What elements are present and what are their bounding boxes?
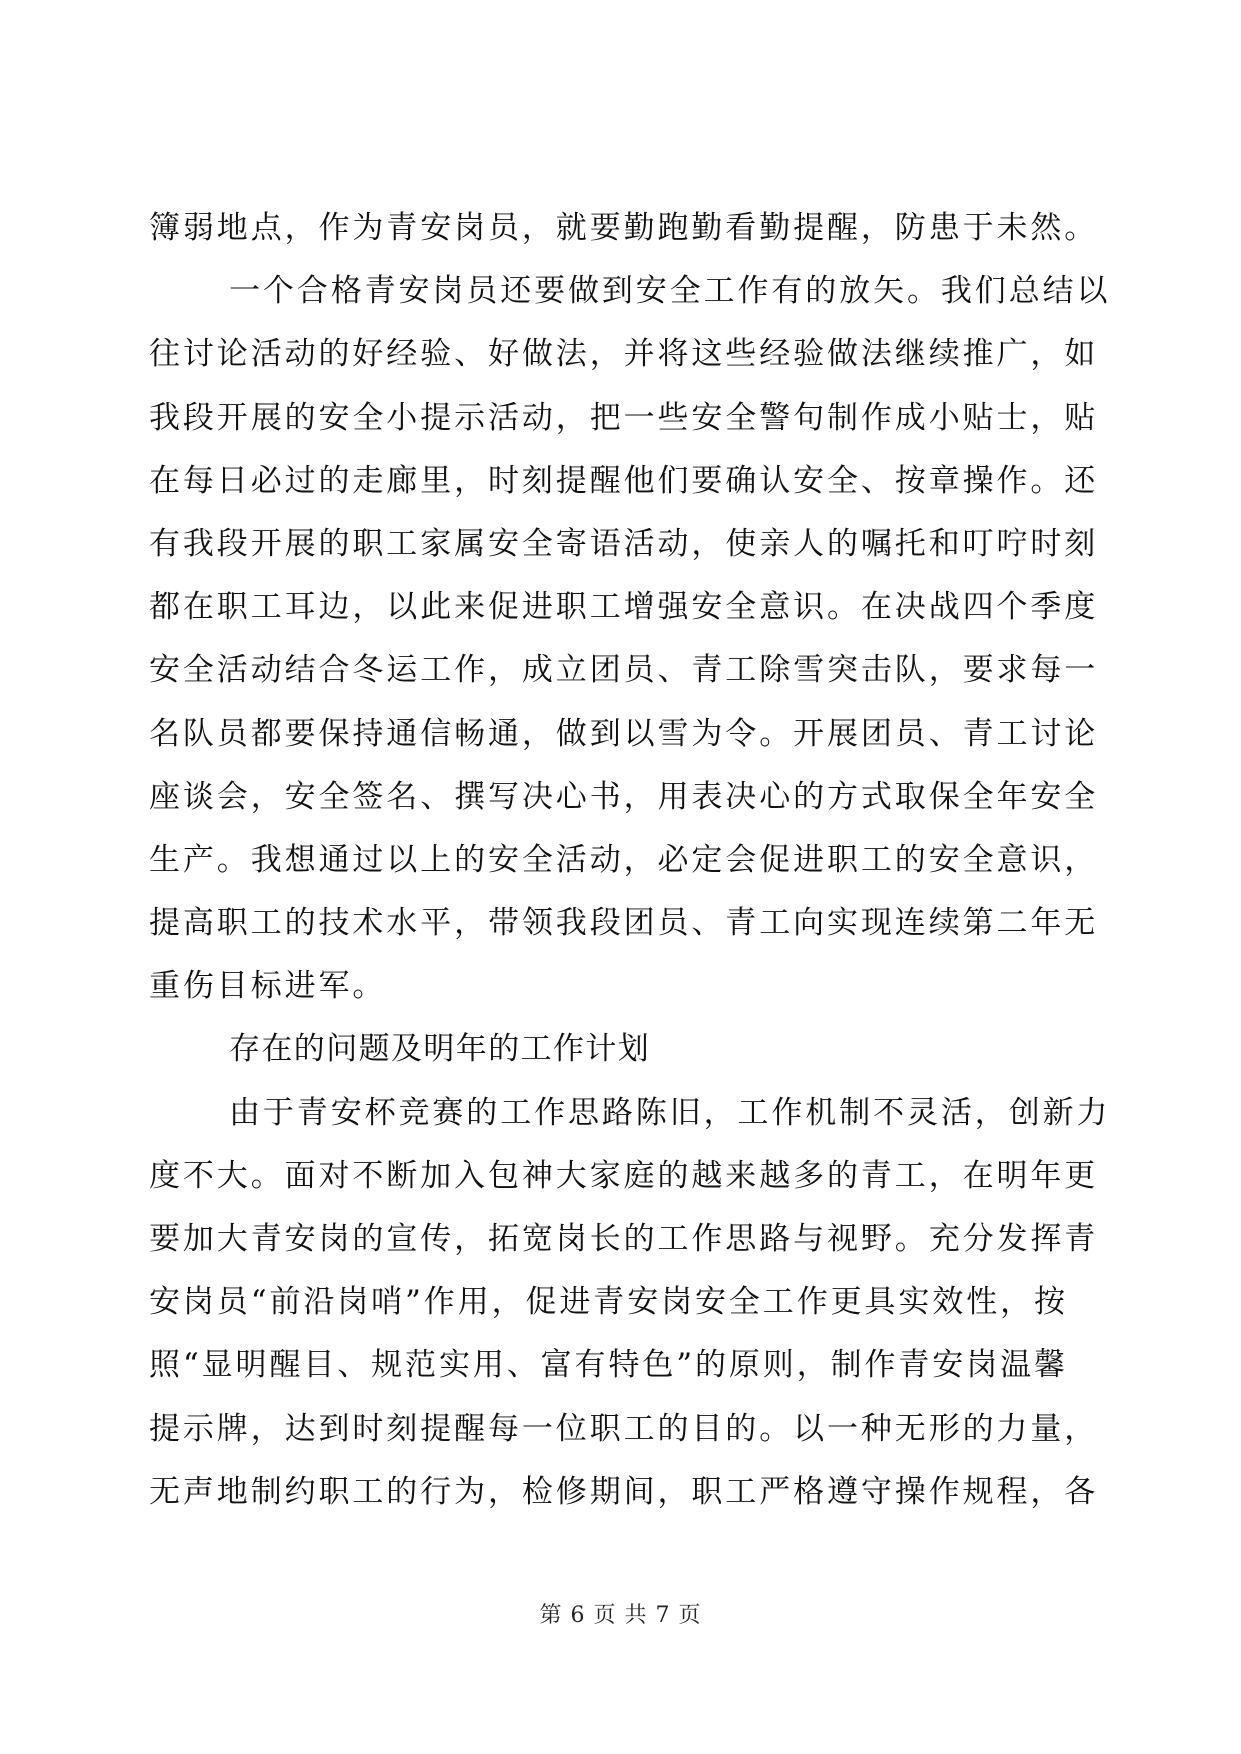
text-line: 簿弱地点，作为青安岗员，就要勤跑勤看勤提醒，防患于未然。: [149, 210, 1099, 246]
text-line: 我段开展的安全小提示活动，把一些安全警句制作成小贴士，贴: [149, 399, 1099, 436]
text-line: 要加大青安岗的宣传，拓宽岗长的工作思路与视野。充分发挥青: [149, 1221, 1099, 1257]
text-line: 在每日必过的走廊里，时刻提醒他们要确认安全、按章操作。还: [149, 462, 1099, 499]
text-line: 照“显明醒目、规范实用、富有特色”的原则，制作青安岗温馨: [149, 1347, 1068, 1384]
document-body: [149, 197, 1111, 1524]
text-line: 提高职工的技术水平，带领我段团员、青工向实现连续第二年无: [149, 905, 1099, 942]
text-line: 都在职工耳边，以此来促进职工增强安全意识。在决战四个季度: [149, 589, 1099, 626]
text-line: 一个合格青安岗员还要做到安全工作有的放矢。我们总结以: [229, 273, 1111, 310]
text-line: 提示牌，达到时刻提醒每一位职工的目的。以一种无形的力量，: [149, 1410, 1099, 1447]
page-number-footer: 第 6 页 共 7 页: [539, 1603, 702, 1628]
text-line: 安岗员“前沿岗哨”作用，促进青安岗安全工作更具实效性，按: [149, 1284, 1068, 1321]
text-line: 有我段开展的职工家属安全寄语活动，使亲人的嘱托和叮咛时刻: [149, 525, 1099, 562]
text-line: 往讨论活动的好经验、好做法，并将这些经验做法继续推广，如: [149, 336, 1099, 373]
text-line: 座谈会，安全签名、撰写决心书，用表决心的方式取保全年安全: [149, 778, 1099, 815]
text-line: 无声地制约职工的行为，检修期间，职工严格遵守操作规程，各: [149, 1473, 1099, 1510]
text-line: 名队员都要保持通信畅通，做到以雪为令。开展团员、青工讨论: [149, 715, 1099, 752]
text-line: 安全活动结合冬运工作，成立团员、青工除雪突击队，要求每一: [149, 652, 1099, 689]
section-heading: 存在的问题及明年的工作计划: [229, 1031, 651, 1068]
text-line: 度不大。面对不断加入包神大家庭的越来越多的青工，在明年更: [149, 1157, 1099, 1194]
text-line: 重伤目标进军。: [149, 968, 387, 1005]
text-line: 由于青安杯竞赛的工作思路陈旧，工作机制不灵活，创新力: [229, 1094, 1111, 1131]
text-line: 生产。我想通过以上的安全活动，必定会促进职工的安全意识，: [149, 841, 1099, 878]
